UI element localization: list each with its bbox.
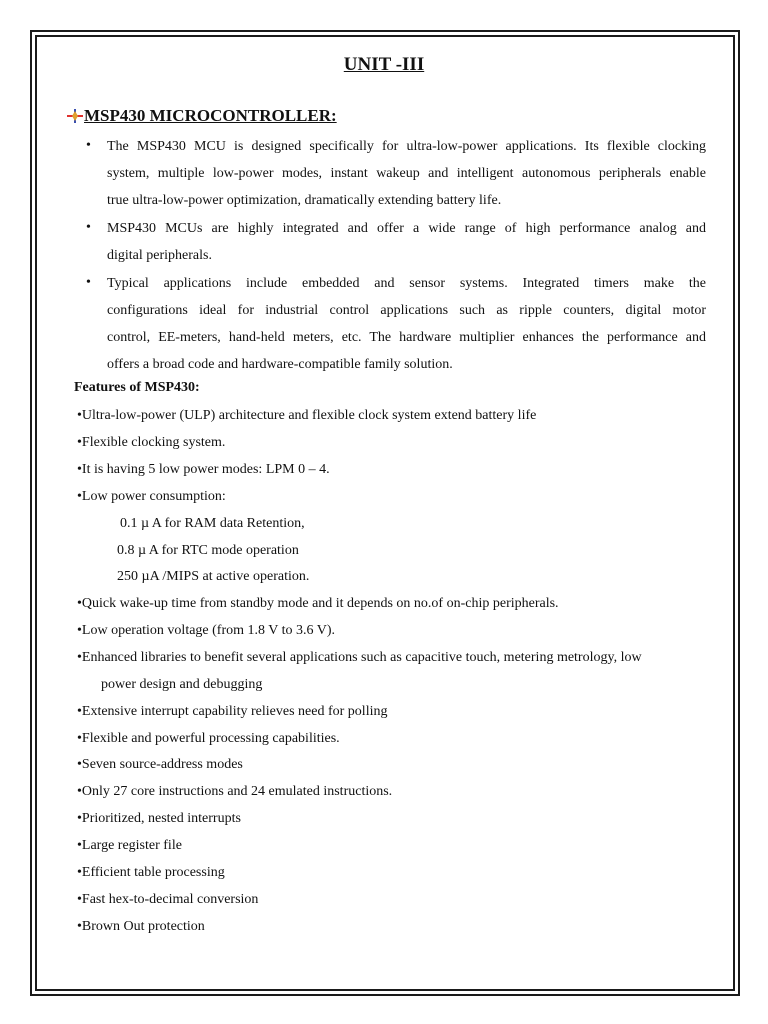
feature-item: •Low operation voltage (from 1.8 V to 3.6 V). [77, 623, 336, 638]
power-value: 0.1 µ A for RAM data Retention, [120, 516, 305, 531]
intro-paragraph-3 [107, 270, 706, 378]
feature-item: •Brown Out protection [77, 919, 205, 934]
feature-item-continuation: power design and debugging [101, 677, 263, 692]
power-value: 0.8 µ A for RTC mode operation [117, 543, 299, 558]
bullet-icon: • [86, 220, 91, 235]
intro-line: configurations ideal for industrial control applications such as ripple counters, digital motor [107, 303, 706, 318]
bullet-icon: • [86, 138, 91, 153]
feature-item: •Fast hex-to-decimal conversion [77, 892, 259, 907]
feature-item: •Flexible clocking system. [77, 435, 226, 450]
intro-line: MSP430 MCUs are highly integrated and offer a wide range of high performance analog and [107, 221, 706, 236]
intro-paragraph-1 [107, 133, 706, 214]
intro-line: digital peripherals. [107, 248, 212, 263]
intro-line: The MSP430 MCU is designed specifically for ultra-low-power applications. Its flexible clocking [107, 139, 706, 154]
feature-item: •Extensive interrupt capability relieves need for polling [77, 704, 388, 719]
feature-item: •Only 27 core instructions and 24 emulated instructions. [77, 784, 393, 799]
power-value: 250 µA /MIPS at active operation. [117, 569, 310, 584]
feature-item: •Efficient table processing [77, 865, 225, 880]
page-title: UNIT -III [343, 54, 425, 75]
feature-item: •Quick wake-up time from standby mode and it depends on no.of on-chip peripherals. [77, 596, 559, 611]
section-heading: MSP430 MICROCONTROLLER: [84, 106, 337, 125]
feature-item: •Low power consumption: [77, 489, 226, 504]
intro-line: control, EE-meters, hand-held meters, etc. The hardware multiplier enhances the performance and [107, 330, 706, 345]
feature-item: •Large register file [77, 838, 182, 853]
bullet-icon: • [86, 275, 91, 290]
intro-line: system, multiple low-power modes, instant wakeup and intelligent autonomous peripherals enable [107, 166, 706, 181]
features-heading: Features of MSP430: [74, 380, 200, 395]
feature-item: •Enhanced libraries to benefit several applications such as capacitive touch, metering metrology, low [77, 650, 642, 665]
feature-item: •Ultra-low-power (ULP) architecture and flexible clock system extend battery life [77, 408, 537, 423]
feature-item: •It is having 5 low power modes: LPM 0 – 4. [77, 462, 330, 477]
feature-item: •Flexible and powerful processing capabilities. [77, 731, 340, 746]
intro-paragraph-2 [107, 215, 706, 269]
intro-line: Typical applications include embedded and sensor systems. Integrated timers make the [107, 276, 706, 291]
feature-item: •Prioritized, nested interrupts [77, 811, 241, 826]
pin-icon [66, 108, 84, 124]
intro-line: offers a broad code and hardware-compatible family solution. [107, 357, 453, 372]
feature-item: •Seven source-address modes [77, 757, 243, 772]
intro-line: true ultra-low-power optimization, dramatically extending battery life. [107, 193, 502, 208]
